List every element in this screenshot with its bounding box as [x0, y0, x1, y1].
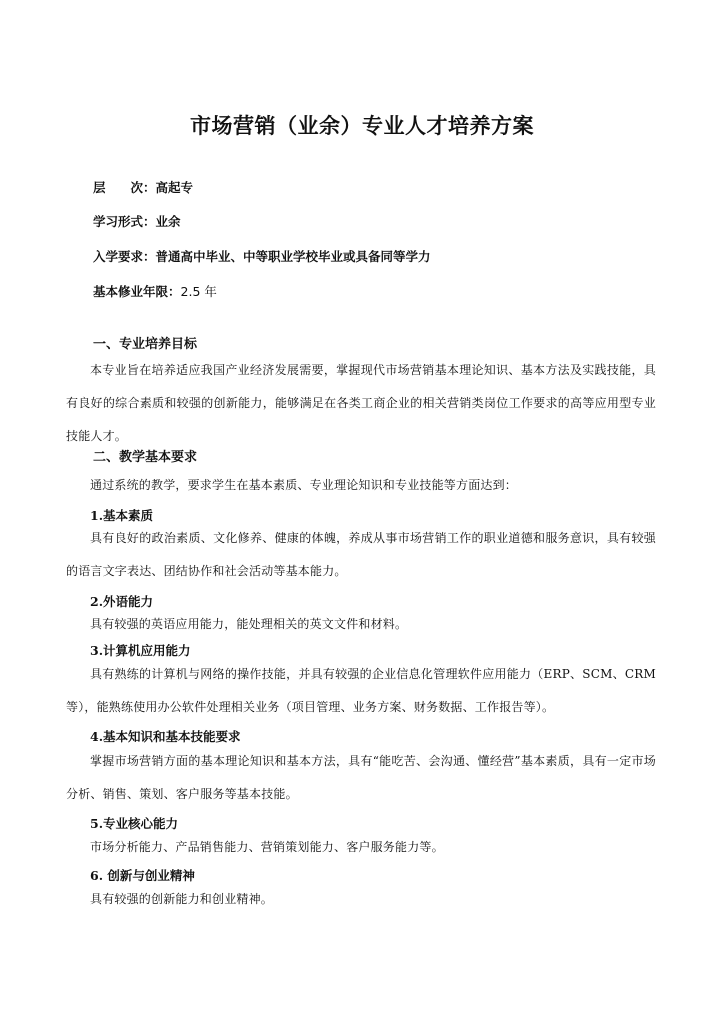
meta-years: [93, 282, 217, 300]
page-title: 市场营销（业余）专业人才培养方案: [190, 114, 534, 138]
item-text: 具有良好的政治素质、文化修养、健康的体魄，养成从事市场营销工作的职业道德和服务意识，具有较强的语言文字表达、团结协作和社会活动等基本能力。: [66, 531, 656, 578]
objective-paragraph: 本专业旨在培养适应我国产业经济发展需要，掌握现代市场营销基本理论知识、基本方法及实践技能，具有良好的综合素质和较强的创新能力，能够满足在各类工商企业的相关营销类岗位工作要求的高等应用型专业技能人才。: [66, 363, 656, 443]
item-text: 具有熟练的计算机与网络的操作技能，并具有较强的企业信息化管理软件应用能力（ERP、SCM、CRM 等），能熟练使用办公软件处理相关业务（项目管理、业务方案、财务数据、工作报告等）。: [66, 667, 656, 714]
item-heading: 5.专业核心能力: [90, 816, 179, 831]
requirements-paragraph: 通过系统的教学，要求学生在基本素质、专业理论知识和专业技能等方面达到：: [90, 478, 518, 492]
section-heading-objective: 一、专业培养目标: [93, 337, 198, 352]
section-heading-requirements: 二、教学基本要求: [93, 450, 198, 465]
meta-years-value: 2.5 年: [180, 284, 217, 299]
item-heading: 4.基本知识和基本技能要求: [90, 729, 241, 744]
meta-form-value: 业余: [155, 214, 181, 229]
item-text: 市场分析能力、产品销售能力、营销策划能力、客户服务能力等。: [90, 840, 444, 854]
meta-admission-label: 入学要求：: [93, 249, 156, 264]
item-text: 具有较强的创新能力和创业精神。: [90, 892, 274, 906]
item-heading: 1.基本素质: [90, 508, 154, 523]
item-heading: 6. 创新与创业精神: [90, 868, 195, 883]
meta-admission: [93, 247, 431, 265]
meta-form: [93, 212, 181, 230]
item-text: 掌握市场营销方面的基本理论知识和基本方法，具有“能吃苦、会沟通、懂经营”基本素质，具有一定市场分析、销售、策划、客户服务等基本技能。: [66, 754, 656, 801]
meta-level-label: 层 次：: [93, 180, 156, 195]
meta-years-label: 基本修业年限：: [93, 284, 181, 299]
meta-admission-value: 普通高中毕业、中等职业学校毕业或具备同等学力: [155, 249, 431, 264]
item-text: 具有较强的英语应用能力，能处理相关的英文文件和材料。: [90, 617, 408, 631]
meta-form-label: 学习形式：: [93, 214, 156, 229]
item-heading: 3.计算机应用能力: [90, 643, 191, 658]
item-heading: 2.外语能力: [90, 594, 154, 609]
meta-level-value: 高起专: [155, 180, 194, 195]
meta-level: [93, 178, 193, 196]
